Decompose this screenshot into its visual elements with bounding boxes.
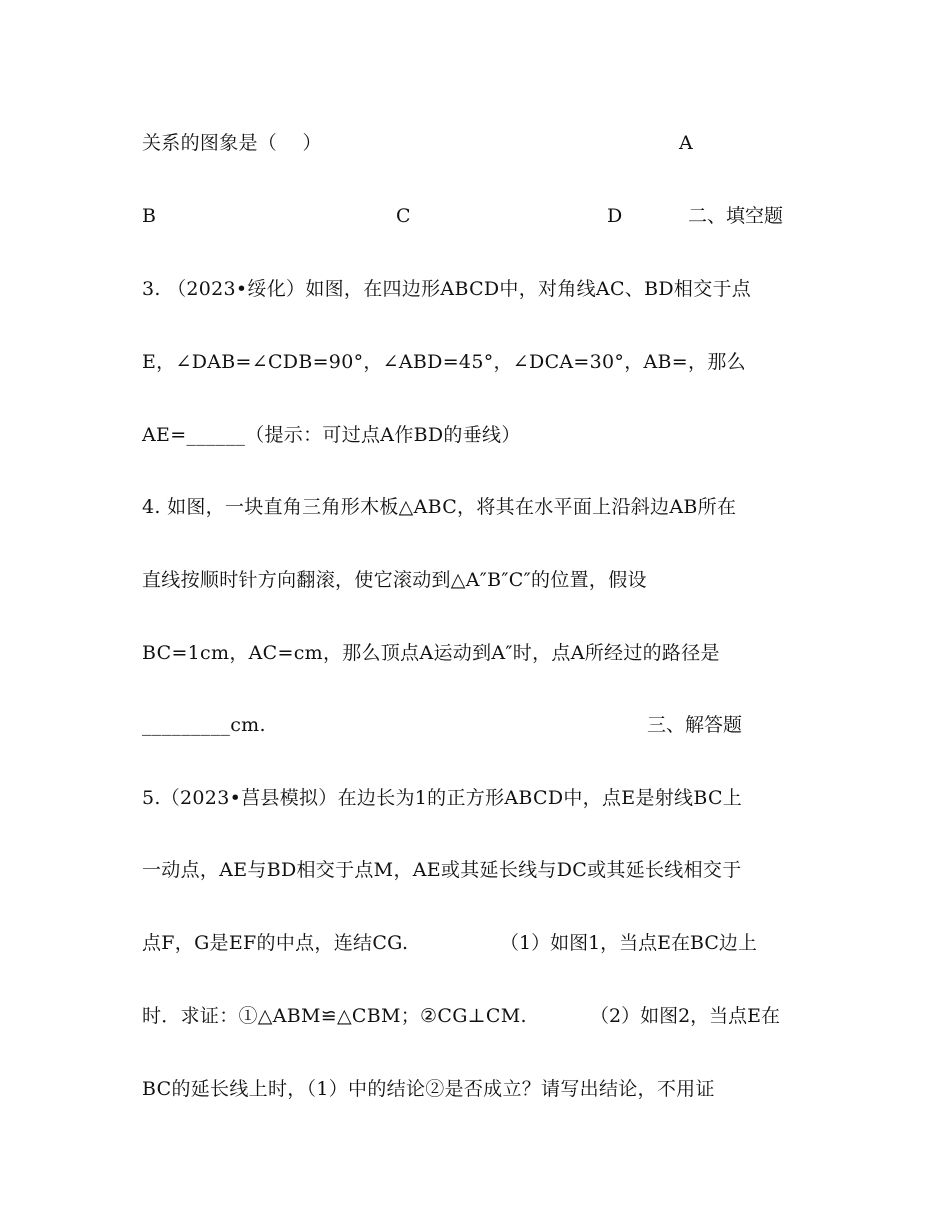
text-line-4: E，∠DAB=∠CDB=90°，∠ABD=45°，∠DCA=30°，AB=，那么 [142,351,746,373]
text-line-13: 时．求证：①△ABM≌△CBM；②CG⊥CM. [142,1005,527,1027]
text-line-9: _________cm. [142,714,266,736]
q5-part2-text: （2）如图2，当点E在 [590,1005,781,1027]
text-line-1: 关系的图象是（ ） [142,132,322,154]
text-line-10: 5.（2023•莒县模拟）在边长为1的正方形ABCD中，点E是射线BC上 [142,787,743,809]
text-line-8: BC=1cm，AC=cm，那么顶点A运动到A″时，点A所经过的路径是 [142,642,720,664]
q5-part1-text: （1）如图1，当点E在BC边上 [500,932,757,954]
text-line-14: BC的延长线上时，（1）中的结论②是否成立？请写出结论，不用证 [142,1078,715,1100]
text-line-6: 4. 如图，一块直角三角形木板△ABC，将其在水平面上沿斜边AB所在 [142,496,737,518]
text-line-5: AE=______（提示：可过点A作BD的垂线） [142,424,521,446]
section-heading-fill-in: 二、填空题 [688,205,784,227]
text-line-3: 3. （2023•绥化）如图，在四边形ABCD中，对角线AC、BD相交于点 [142,278,752,300]
text-line-2: B [142,205,157,227]
text-line-12: 点F，G是EF的中点，连结CG. [142,932,409,954]
text-line-7: 直线按顺时针方向翻滚，使它滚动到△A″B″C″的位置，假设 [142,569,647,591]
option-c-label: C [396,205,411,227]
option-d-label: D [607,205,623,227]
option-a-label: A [679,132,693,154]
text-line-11: 一动点，AE与BD相交于点M，AE或其延长线与DC或其延长线相交于 [142,859,742,881]
section-heading-answer: 三、解答题 [647,714,743,736]
